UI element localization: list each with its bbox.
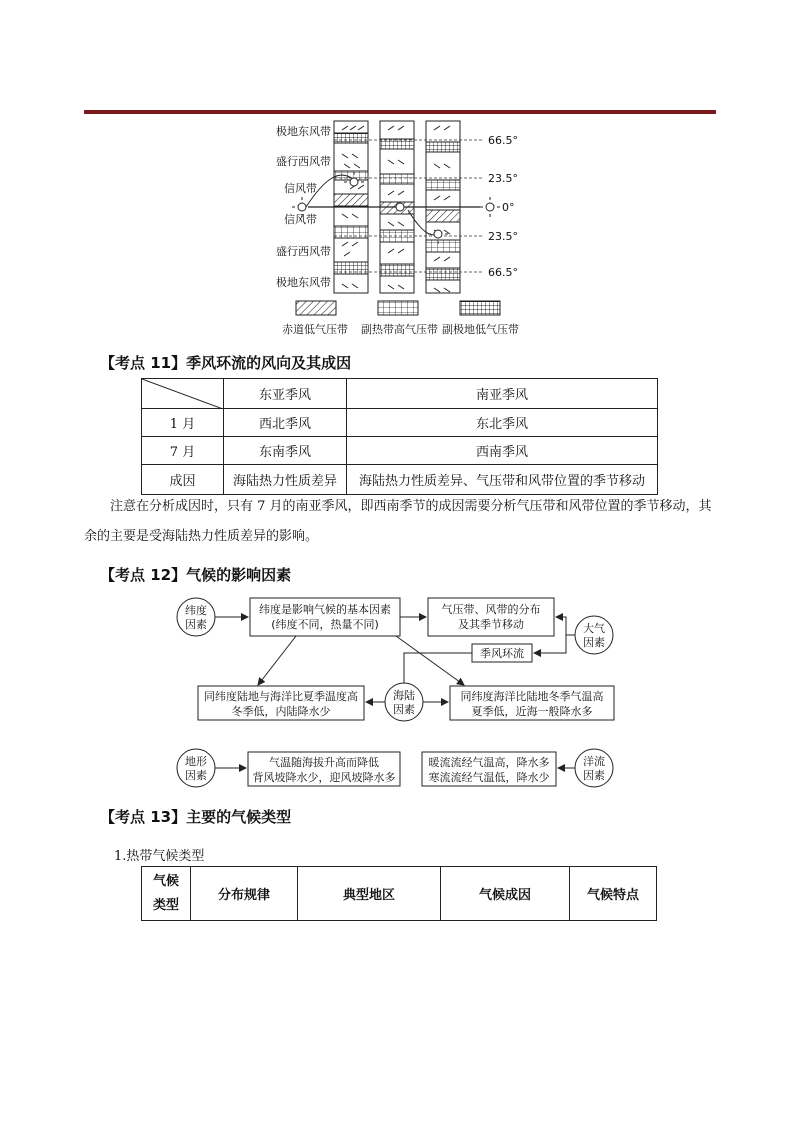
- latitude-box-line-2: (纬度不同，热量不同): [271, 618, 379, 631]
- pressure-wind-belt-diagram: [270, 118, 530, 340]
- table-cell: 西北季风: [224, 409, 347, 437]
- ocean-climate-line-2: 夏季低，近海一般降水多: [471, 705, 593, 718]
- col-header-climate-type: [142, 867, 191, 921]
- land-climate-line-2: 冬季低，内陆降水少: [231, 705, 331, 718]
- latitude-factor-label-2: 因素: [185, 618, 207, 631]
- monsoon-note: 注意在分析成因时，只有 7 月的南亚季风，即西南季节的成因需要分析气压带和风带位置的季节移动，其余的主要是受海陆热力性质差异的影响。: [84, 499, 712, 544]
- section-12-title: 【考点 12】气候的影响因素: [100, 566, 292, 584]
- lat-66-5-s: 66.5°: [488, 266, 518, 279]
- terrain-factor-label-2: 因素: [185, 769, 207, 782]
- lat-23-5-s: 23.5°: [488, 230, 518, 243]
- legend-subpolar-low: 副极地低气压带: [442, 323, 519, 336]
- label-polar-easterlies-s: 极地东风带: [276, 276, 331, 289]
- header-rule: [84, 110, 716, 114]
- ocean-climate-line-1: 同纬度海洋比陆地冬季气温高: [460, 690, 604, 703]
- row-label: 成因: [142, 465, 224, 495]
- monsoon-box-label: 季风环流: [480, 647, 524, 660]
- climate-types-table: [141, 866, 657, 921]
- table-cell: 海陆热力性质差异: [224, 465, 347, 495]
- lat-23-5-n: 23.5°: [488, 172, 518, 185]
- sea-land-factor-label-2: 因素: [393, 703, 415, 716]
- label-trade-winds-n: 信风带: [284, 182, 317, 195]
- pressure-box-line-1: 气压带、风带的分布: [441, 603, 541, 616]
- table-cell: 东北季风: [347, 409, 658, 437]
- col-header-features: 气候特点: [570, 867, 657, 921]
- table-cell: 海陆热力性质差异、气压带和风带位置的季节移动: [347, 465, 658, 495]
- ocean-current-factor-label-2: 因素: [583, 769, 605, 782]
- pressure-box-line-2: 及其季节移动: [458, 618, 524, 631]
- section-11-title: 【考点 11】季风环流的风向及其成因: [100, 354, 352, 372]
- legend-equatorial-low: 赤道低气压带: [282, 323, 348, 336]
- label-polar-easterlies-n: 极地东风带: [276, 125, 331, 138]
- latitude-box-line-1: 纬度是影响气候的基本因素: [259, 603, 391, 616]
- label-westerlies-s: 盛行西风带: [276, 245, 331, 258]
- sea-land-factor-label: 海陆: [393, 689, 415, 702]
- ocean-current-line-2: 寒流流经气温低，降水少: [428, 771, 550, 784]
- row-label: 7 月: [142, 437, 224, 465]
- ocean-current-line-1: 暖流流经气温高，降水多: [428, 756, 550, 769]
- lat-0: 0°: [502, 201, 515, 214]
- row-label: 1 月: [142, 409, 224, 437]
- table-corner-cell: [142, 379, 224, 409]
- latitude-factor-label: 纬度: [185, 604, 207, 617]
- terrain-factor-label: 地形: [185, 755, 207, 768]
- col-header-south-asia: 南亚季风: [347, 379, 658, 409]
- col-header-regions: 典型地区: [298, 867, 441, 921]
- ocean-current-factor-label: 洋流: [583, 755, 605, 768]
- label-trade-winds-s: 信风带: [284, 213, 317, 226]
- lat-66-5-n: 66.5°: [488, 134, 518, 147]
- terrain-box-line-1: 气温随海拔升高而降低: [269, 756, 379, 769]
- legend-subtropical-high: 副热带高气压带: [361, 323, 438, 336]
- terrain-box-line-2: 背风坡降水少，迎风坡降水多: [252, 771, 396, 784]
- table-cell: 西南季风: [347, 437, 658, 465]
- climate-type-header: 气候类型: [152, 873, 179, 913]
- label-westerlies-n: 盛行西风带: [276, 155, 331, 168]
- atmosphere-factor-label-2: 因素: [583, 636, 605, 649]
- tropical-climate-subtitle: 1.热带气候类型: [114, 849, 205, 864]
- section-13-title: 【考点 13】主要的气候类型: [100, 808, 292, 826]
- corner-diagonal: [142, 379, 223, 409]
- climate-factors-diagram: [176, 590, 616, 800]
- atmosphere-factor-label: 大气: [583, 622, 605, 635]
- col-header-east-asia: 东亚季风: [224, 379, 347, 409]
- land-climate-line-1: 同纬度陆地与海洋比夏季温度高: [204, 690, 358, 703]
- table-cell: 东南季风: [224, 437, 347, 465]
- col-header-causes: 气候成因: [441, 867, 570, 921]
- col-header-distribution: 分布规律: [191, 867, 298, 921]
- monsoon-table: [141, 378, 658, 495]
